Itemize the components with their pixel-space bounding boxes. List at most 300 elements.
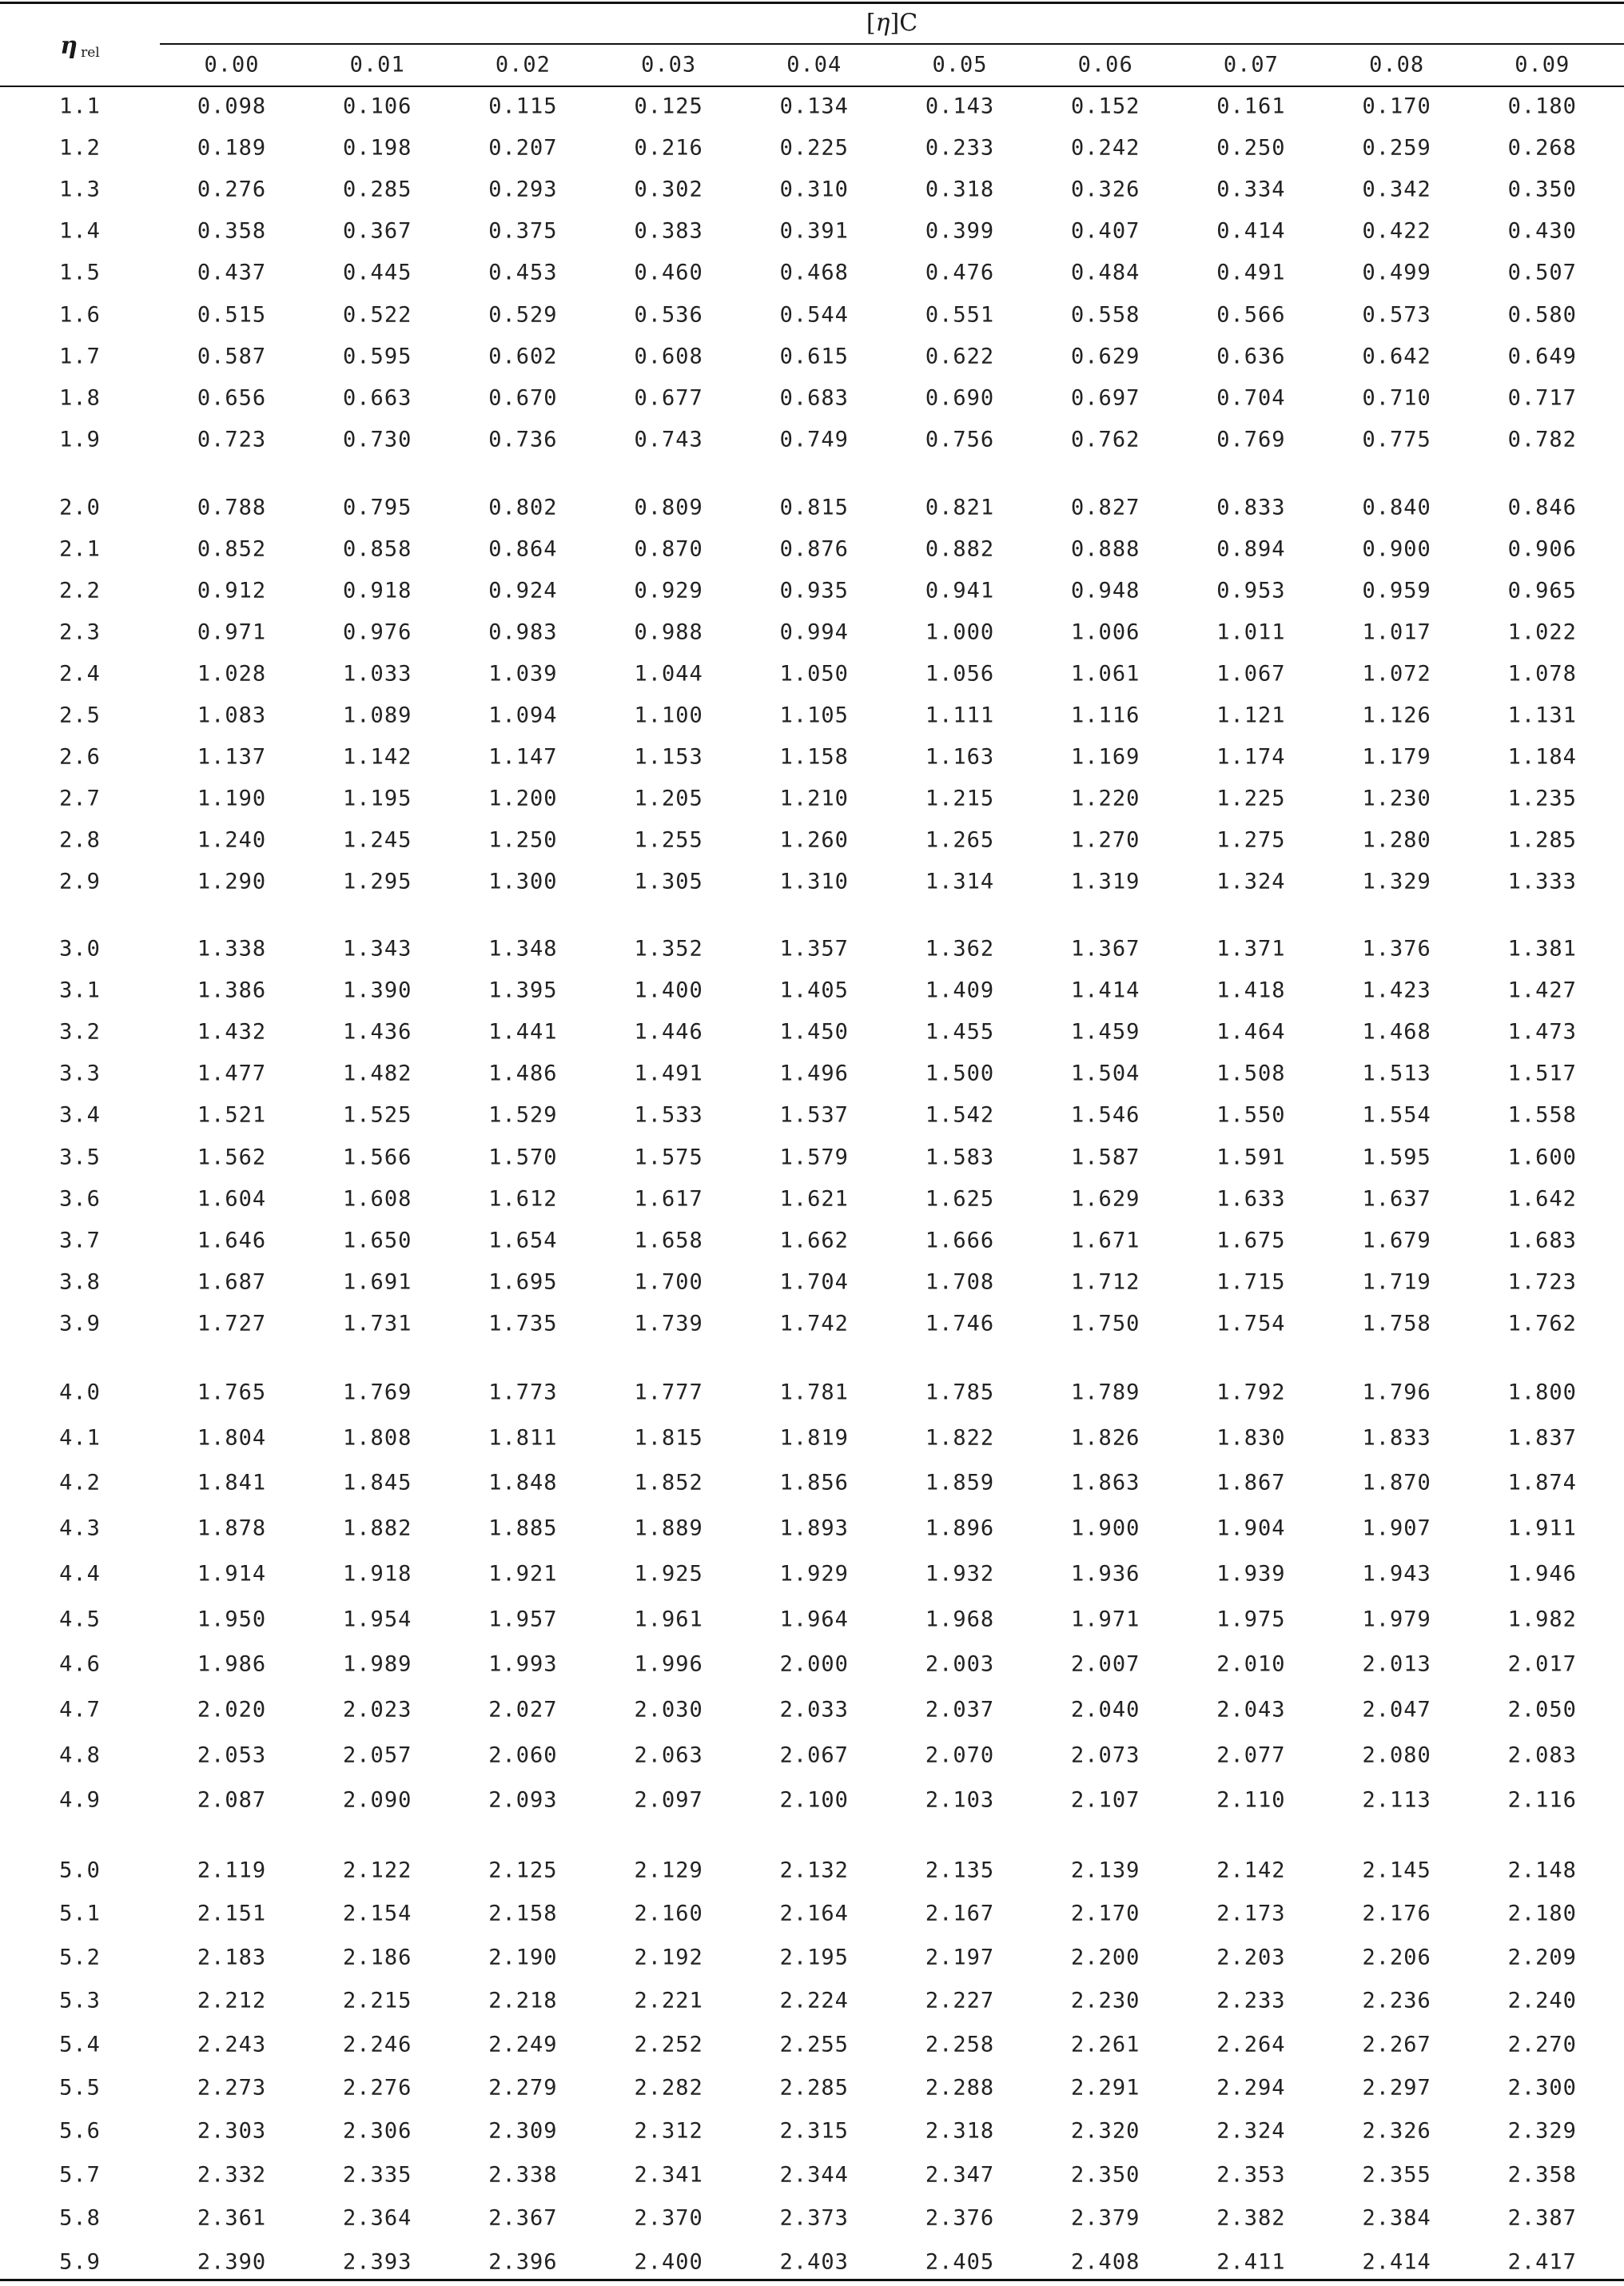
table-cell: 0.293	[488, 177, 558, 202]
table-cell: 1.083	[197, 703, 267, 728]
table-cell: 0.170	[1362, 94, 1431, 119]
table-cell: 1.856	[779, 1470, 849, 1495]
table-cell: 0.437	[197, 260, 267, 285]
table-cell: 0.558	[1071, 302, 1140, 327]
table-cell: 1.230	[1362, 786, 1431, 811]
table-cell: 0.683	[779, 385, 849, 411]
table-cell: 0.453	[488, 260, 558, 285]
row-label: 4.2	[59, 1470, 101, 1495]
table-cell: 2.033	[779, 1697, 849, 1722]
table-cell: 1.400	[634, 978, 703, 1003]
table-cell: 2.361	[197, 2205, 267, 2231]
table-cell: 2.158	[488, 1901, 558, 1926]
table-cell: 0.988	[634, 619, 703, 645]
table-cell: 1.414	[1071, 978, 1140, 1003]
table-cell: 1.811	[488, 1425, 558, 1451]
table-cell: 0.649	[1507, 344, 1577, 369]
table-cell: 2.396	[488, 2249, 558, 2275]
table-cell: 1.830	[1216, 1425, 1286, 1451]
table-cell: 1.837	[1507, 1425, 1577, 1451]
table-cell: 2.282	[634, 2075, 703, 2101]
table-cell: 2.300	[1507, 2075, 1577, 2101]
table-cell: 0.864	[488, 536, 558, 562]
table-cell: 1.111	[925, 703, 995, 728]
table-cell: 2.405	[925, 2249, 995, 2275]
table-cell: 1.338	[197, 936, 267, 962]
table-cell: 0.358	[197, 218, 267, 244]
row-label: 3.9	[59, 1311, 101, 1336]
table-cell: 1.215	[925, 786, 995, 811]
table-cell: 1.646	[197, 1228, 267, 1253]
table-cell: 0.795	[343, 495, 412, 520]
table-cell: 0.310	[779, 177, 849, 202]
table-cell: 1.936	[1071, 1561, 1140, 1587]
table-cell: 1.904	[1216, 1515, 1286, 1541]
table-cell: 2.353	[1216, 2162, 1286, 2188]
table-cell: 0.098	[197, 94, 267, 119]
table-cell: 1.777	[634, 1380, 703, 1405]
table-cell: 1.554	[1362, 1102, 1431, 1128]
column-header: 0.04	[786, 52, 842, 78]
table-cell: 0.430	[1507, 218, 1577, 244]
table-cell: 1.500	[925, 1061, 995, 1086]
table-cell: 1.006	[1071, 619, 1140, 645]
table-cell: 2.073	[1071, 1742, 1140, 1768]
table-cell: 0.629	[1071, 344, 1140, 369]
table-cell: 2.273	[197, 2075, 267, 2101]
table-cell: 1.911	[1507, 1515, 1577, 1541]
table-cell: 1.742	[779, 1311, 849, 1336]
table-cell: 1.550	[1216, 1102, 1286, 1128]
table-cell: 1.270	[1071, 827, 1140, 853]
table-cell: 2.233	[1216, 1988, 1286, 2013]
table-cell: 1.210	[779, 786, 849, 811]
table-cell: 2.270	[1507, 2032, 1577, 2057]
table-cell: 1.833	[1362, 1425, 1431, 1451]
table-cell: 1.542	[925, 1102, 995, 1128]
table-cell: 0.953	[1216, 578, 1286, 603]
table-cell: 2.279	[488, 2075, 558, 2101]
table-cell: 0.507	[1507, 260, 1577, 285]
table-cell: 1.882	[343, 1515, 412, 1541]
table-cell: 1.700	[634, 1269, 703, 1295]
table-cell: 2.122	[343, 1858, 412, 1883]
row-header-eta-rel	[60, 32, 99, 61]
table-cell: 1.310	[779, 869, 849, 894]
table-cell: 2.344	[779, 2162, 849, 2188]
table-cell: 0.941	[925, 578, 995, 603]
table-cell: 2.164	[779, 1901, 849, 1926]
row-label: 3.4	[59, 1102, 101, 1128]
row-label: 3.5	[59, 1145, 101, 1169]
column-header: 0.03	[641, 52, 697, 78]
column-header: 0.01	[349, 52, 405, 78]
table-cell: 2.113	[1362, 1787, 1431, 1813]
table-cell: 2.027	[488, 1697, 558, 1722]
table-cell: 2.047	[1362, 1697, 1431, 1722]
table-cell: 2.132	[779, 1858, 849, 1883]
table-cell: 1.946	[1507, 1561, 1577, 1587]
table-cell: 1.629	[1071, 1186, 1140, 1212]
table-cell: 1.943	[1362, 1561, 1431, 1587]
table-cell: 1.343	[343, 936, 412, 962]
row-label: 1.4	[59, 218, 101, 244]
table-cell: 1.105	[779, 703, 849, 728]
row-label: 3.2	[59, 1019, 101, 1045]
table-cell: 1.929	[779, 1561, 849, 1587]
table-cell: 1.826	[1071, 1425, 1140, 1451]
table-cell: 1.758	[1362, 1311, 1431, 1336]
table-cell: 1.521	[197, 1102, 267, 1128]
table-cell: 2.000	[779, 1651, 849, 1677]
table-cell: 2.291	[1071, 2075, 1140, 2101]
table-cell: 2.003	[925, 1651, 995, 1677]
table-cell: 0.929	[634, 578, 703, 603]
table-cell: 0.918	[343, 578, 412, 603]
table-cell: 1.773	[488, 1380, 558, 1405]
table-cell: 1.409	[925, 978, 995, 1003]
table-cell: 0.515	[197, 302, 267, 327]
table-cell: 2.411	[1216, 2249, 1286, 2275]
table-cell: 1.691	[343, 1269, 412, 1295]
table-cell: 2.350	[1071, 2162, 1140, 2188]
row-label: 4.4	[59, 1561, 101, 1587]
row-header-symbol: η	[60, 32, 78, 60]
table-cell: 1.625	[925, 1186, 995, 1212]
table-cell: 0.959	[1362, 578, 1431, 603]
table-cell: 1.371	[1216, 936, 1286, 962]
column-header: 0.09	[1515, 52, 1570, 78]
table-cell: 1.863	[1071, 1470, 1140, 1495]
table-cell: 0.302	[634, 177, 703, 202]
row-label: 3.7	[59, 1228, 101, 1253]
table-cell: 2.373	[779, 2205, 849, 2231]
table-cell: 1.695	[488, 1269, 558, 1295]
table-cell: 0.788	[197, 495, 267, 520]
table-cell: 1.039	[488, 661, 558, 687]
table-cell: 1.870	[1362, 1470, 1431, 1495]
table-cell: 2.227	[925, 1988, 995, 2013]
table-cell: 2.200	[1071, 1945, 1140, 1970]
table-cell: 0.285	[343, 177, 412, 202]
table-cell: 2.167	[925, 1901, 995, 1926]
table-cell: 1.800	[1507, 1380, 1577, 1405]
table-cell: 1.137	[197, 744, 267, 770]
group-symbol: η	[875, 9, 890, 38]
table-cell: 2.209	[1507, 1945, 1577, 1970]
table-cell: 2.243	[197, 2032, 267, 2057]
table-cell: 1.708	[925, 1269, 995, 1295]
table-cell: 2.224	[779, 1988, 849, 2013]
table-cell: 2.119	[197, 1858, 267, 1883]
table-cell: 1.804	[197, 1425, 267, 1451]
row-label: 4.8	[59, 1742, 101, 1768]
table-cell: 1.957	[488, 1607, 558, 1631]
row-label: 5.8	[59, 2205, 101, 2231]
table-cell: 1.907	[1362, 1515, 1431, 1541]
table-cell: 2.097	[634, 1787, 703, 1813]
table-cell: 0.587	[197, 344, 267, 369]
table-cell: 1.126	[1362, 703, 1431, 728]
table-cell: 1.265	[925, 827, 995, 853]
table-cell: 1.893	[779, 1515, 849, 1541]
row-label: 4.9	[59, 1787, 101, 1813]
row-label: 2.2	[59, 578, 101, 603]
table-cell: 1.169	[1071, 744, 1140, 770]
table-cell: 2.246	[343, 2032, 412, 2057]
group-close: ]C	[890, 9, 918, 38]
table-cell: 0.906	[1507, 536, 1577, 562]
table-cell: 2.093	[488, 1787, 558, 1813]
table-cell: 2.261	[1071, 2032, 1140, 2057]
table-cell: 0.250	[1216, 135, 1286, 161]
table-cell: 1.205	[634, 786, 703, 811]
row-label: 4.3	[59, 1515, 101, 1541]
row-label: 2.9	[59, 869, 101, 894]
table-cell: 0.656	[197, 385, 267, 411]
table-cell: 2.367	[488, 2205, 558, 2231]
row-label: 3.0	[59, 936, 101, 962]
table-cell: 1.174	[1216, 744, 1286, 770]
table-cell: 0.677	[634, 385, 703, 411]
table-cell: 1.280	[1362, 827, 1431, 853]
table-cell: 1.954	[343, 1607, 412, 1631]
table-cell: 1.305	[634, 869, 703, 894]
table-cell: 2.110	[1216, 1787, 1286, 1813]
table-cell: 2.180	[1507, 1901, 1577, 1926]
table-cell: 0.743	[634, 427, 703, 452]
table-cell: 1.739	[634, 1311, 703, 1336]
table-cell: 2.186	[343, 1945, 412, 1970]
table-cell: 0.704	[1216, 385, 1286, 411]
table-cell: 2.315	[779, 2118, 849, 2144]
table-cell: 1.116	[1071, 703, 1140, 728]
table-cell: 0.334	[1216, 177, 1286, 202]
table-cell: 2.077	[1216, 1742, 1286, 1768]
table-cell: 2.390	[197, 2249, 267, 2275]
table-cell: 1.190	[197, 786, 267, 811]
table-cell: 2.376	[925, 2205, 995, 2231]
table-cell: 1.971	[1071, 1607, 1140, 1631]
table-cell: 1.319	[1071, 869, 1140, 894]
table-cell: 1.011	[1216, 619, 1286, 645]
table-cell: 2.050	[1507, 1697, 1577, 1722]
table-cell: 0.391	[779, 218, 849, 244]
table-cell: 2.160	[634, 1901, 703, 1926]
table-cell: 1.468	[1362, 1019, 1431, 1045]
table-cell: 2.148	[1507, 1858, 1577, 1883]
table-cell: 2.264	[1216, 2032, 1286, 2057]
table-cell: 1.666	[925, 1228, 995, 1253]
table-cell: 0.115	[488, 94, 558, 119]
table-cell: 2.387	[1507, 2205, 1577, 2231]
row-label: 2.8	[59, 827, 101, 853]
table-cell: 0.670	[488, 385, 558, 411]
table-cell: 1.637	[1362, 1186, 1431, 1212]
table-cell: 2.403	[779, 2249, 849, 2275]
table-cell: 1.979	[1362, 1607, 1431, 1631]
top-rule	[0, 2, 1624, 4]
table-cell: 1.989	[343, 1651, 412, 1677]
table-cell: 1.000	[925, 619, 995, 645]
header-bottom-rule	[0, 86, 1624, 87]
table-cell: 2.135	[925, 1858, 995, 1883]
table-cell: 0.476	[925, 260, 995, 285]
row-label: 1.9	[59, 427, 101, 452]
table-cell: 0.876	[779, 536, 849, 562]
table-cell: 0.106	[343, 94, 412, 119]
table-cell: 0.622	[925, 344, 995, 369]
table-cell: 2.332	[197, 2162, 267, 2188]
table-cell: 1.147	[488, 744, 558, 770]
table-cell: 0.350	[1507, 177, 1577, 202]
table-cell: 2.176	[1362, 1901, 1431, 1926]
table-cell: 2.288	[925, 2075, 995, 2101]
table-cell: 1.808	[343, 1425, 412, 1451]
table-cell: 0.233	[925, 135, 995, 161]
table-cell: 0.207	[488, 135, 558, 161]
table-cell: 2.297	[1362, 2075, 1431, 2101]
table-cell: 2.060	[488, 1742, 558, 1768]
table-cell: 1.275	[1216, 827, 1286, 853]
table-cell: 0.522	[343, 302, 412, 327]
table-cell: 0.342	[1362, 177, 1431, 202]
table-cell: 1.918	[343, 1561, 412, 1587]
table-cell: 1.390	[343, 978, 412, 1003]
table-cell: 1.295	[343, 869, 412, 894]
table-cell: 0.460	[634, 260, 703, 285]
table-cell: 0.697	[1071, 385, 1140, 411]
table-cell: 1.558	[1507, 1102, 1577, 1128]
table-cell: 2.139	[1071, 1858, 1140, 1883]
table-cell: 0.198	[343, 135, 412, 161]
table-cell: 0.852	[197, 536, 267, 562]
table-cell: 0.723	[197, 427, 267, 452]
table-cell: 0.840	[1362, 495, 1431, 520]
table-cell: 0.756	[925, 427, 995, 452]
table-cell: 2.116	[1507, 1787, 1577, 1813]
row-label: 1.8	[59, 385, 101, 411]
table-cell: 0.536	[634, 302, 703, 327]
row-label: 4.1	[59, 1425, 101, 1451]
table-cell: 0.924	[488, 578, 558, 603]
table-cell: 0.663	[343, 385, 412, 411]
table-cell: 1.939	[1216, 1561, 1286, 1587]
table-cell: 1.455	[925, 1019, 995, 1045]
table-cell: 1.900	[1071, 1515, 1140, 1541]
table-cell: 1.195	[343, 786, 412, 811]
table-cell: 2.252	[634, 2032, 703, 2057]
table-cell: 1.290	[197, 869, 267, 894]
row-label: 1.7	[59, 344, 101, 369]
table-cell: 0.615	[779, 344, 849, 369]
table-cell: 0.858	[343, 536, 412, 562]
table-cell: 2.358	[1507, 2162, 1577, 2188]
table-cell: 2.020	[197, 1697, 267, 1722]
table-cell: 2.408	[1071, 2249, 1140, 2275]
group-underline-rule	[160, 43, 1624, 45]
row-label: 1.2	[59, 135, 101, 161]
table-cell: 2.318	[925, 2118, 995, 2144]
table-cell: 1.200	[488, 786, 558, 811]
table-cell: 1.914	[197, 1561, 267, 1587]
table-cell: 0.484	[1071, 260, 1140, 285]
table-cell: 0.912	[197, 578, 267, 603]
row-label: 5.5	[59, 2075, 101, 2101]
row-label: 5.2	[59, 1945, 101, 1970]
table-cell: 2.203	[1216, 1945, 1286, 1970]
table-cell: 2.183	[197, 1945, 267, 1970]
row-label: 5.3	[59, 1988, 101, 2013]
table-cell: 1.067	[1216, 661, 1286, 687]
table-cell: 1.996	[634, 1651, 703, 1677]
table-cell: 2.276	[343, 2075, 412, 2101]
table-cell: 2.347	[925, 2162, 995, 2188]
table-cell: 1.993	[488, 1651, 558, 1677]
table-cell: 0.736	[488, 427, 558, 452]
table-cell: 0.595	[343, 344, 412, 369]
table-cell: 1.867	[1216, 1470, 1286, 1495]
table-cell: 1.061	[1071, 661, 1140, 687]
table-cell: 1.712	[1071, 1269, 1140, 1295]
table-cell: 1.260	[779, 827, 849, 853]
table-cell: 2.067	[779, 1742, 849, 1768]
row-label: 5.1	[59, 1901, 101, 1926]
table-cell: 1.482	[343, 1061, 412, 1086]
table-cell: 0.602	[488, 344, 558, 369]
table-cell: 1.220	[1071, 786, 1140, 811]
table-cell: 1.179	[1362, 744, 1431, 770]
table-cell: 2.320	[1071, 2118, 1140, 2144]
table-cell: 0.573	[1362, 302, 1431, 327]
table-cell: 1.570	[488, 1145, 558, 1169]
table-cell: 2.393	[343, 2249, 412, 2275]
table-cell: 0.242	[1071, 135, 1140, 161]
table-cell: 2.173	[1216, 1901, 1286, 1926]
bottom-rule	[0, 2279, 1624, 2281]
table-cell: 1.654	[488, 1228, 558, 1253]
table-cell: 1.441	[488, 1019, 558, 1045]
table-cell: 2.258	[925, 2032, 995, 2057]
table-cell: 1.704	[779, 1269, 849, 1295]
table-cell: 2.170	[1071, 1901, 1140, 1926]
table-cell: 0.971	[197, 619, 267, 645]
table-cell: 2.053	[197, 1742, 267, 1768]
table-cell: 1.517	[1507, 1061, 1577, 1086]
table-cell: 1.964	[779, 1607, 849, 1631]
table-cell: 0.642	[1362, 344, 1431, 369]
table-cell: 1.727	[197, 1311, 267, 1336]
table-cell: 1.675	[1216, 1228, 1286, 1253]
table-cell: 1.583	[925, 1145, 995, 1169]
row-label: 5.4	[59, 2032, 101, 2057]
row-label: 1.5	[59, 260, 101, 285]
table-cell: 2.379	[1071, 2205, 1140, 2231]
row-label: 4.6	[59, 1651, 101, 1677]
table-cell: 0.775	[1362, 427, 1431, 452]
table-cell: 2.070	[925, 1742, 995, 1768]
table-cell: 0.445	[343, 260, 412, 285]
table-cell: 0.326	[1071, 177, 1140, 202]
table-cell: 0.566	[1216, 302, 1286, 327]
table-cell: 0.544	[779, 302, 849, 327]
table-cell: 0.809	[634, 495, 703, 520]
table-cell: 0.318	[925, 177, 995, 202]
table-cell: 1.781	[779, 1380, 849, 1405]
table-cell: 0.802	[488, 495, 558, 520]
table-cell: 1.591	[1216, 1145, 1286, 1169]
table-cell: 1.975	[1216, 1607, 1286, 1631]
